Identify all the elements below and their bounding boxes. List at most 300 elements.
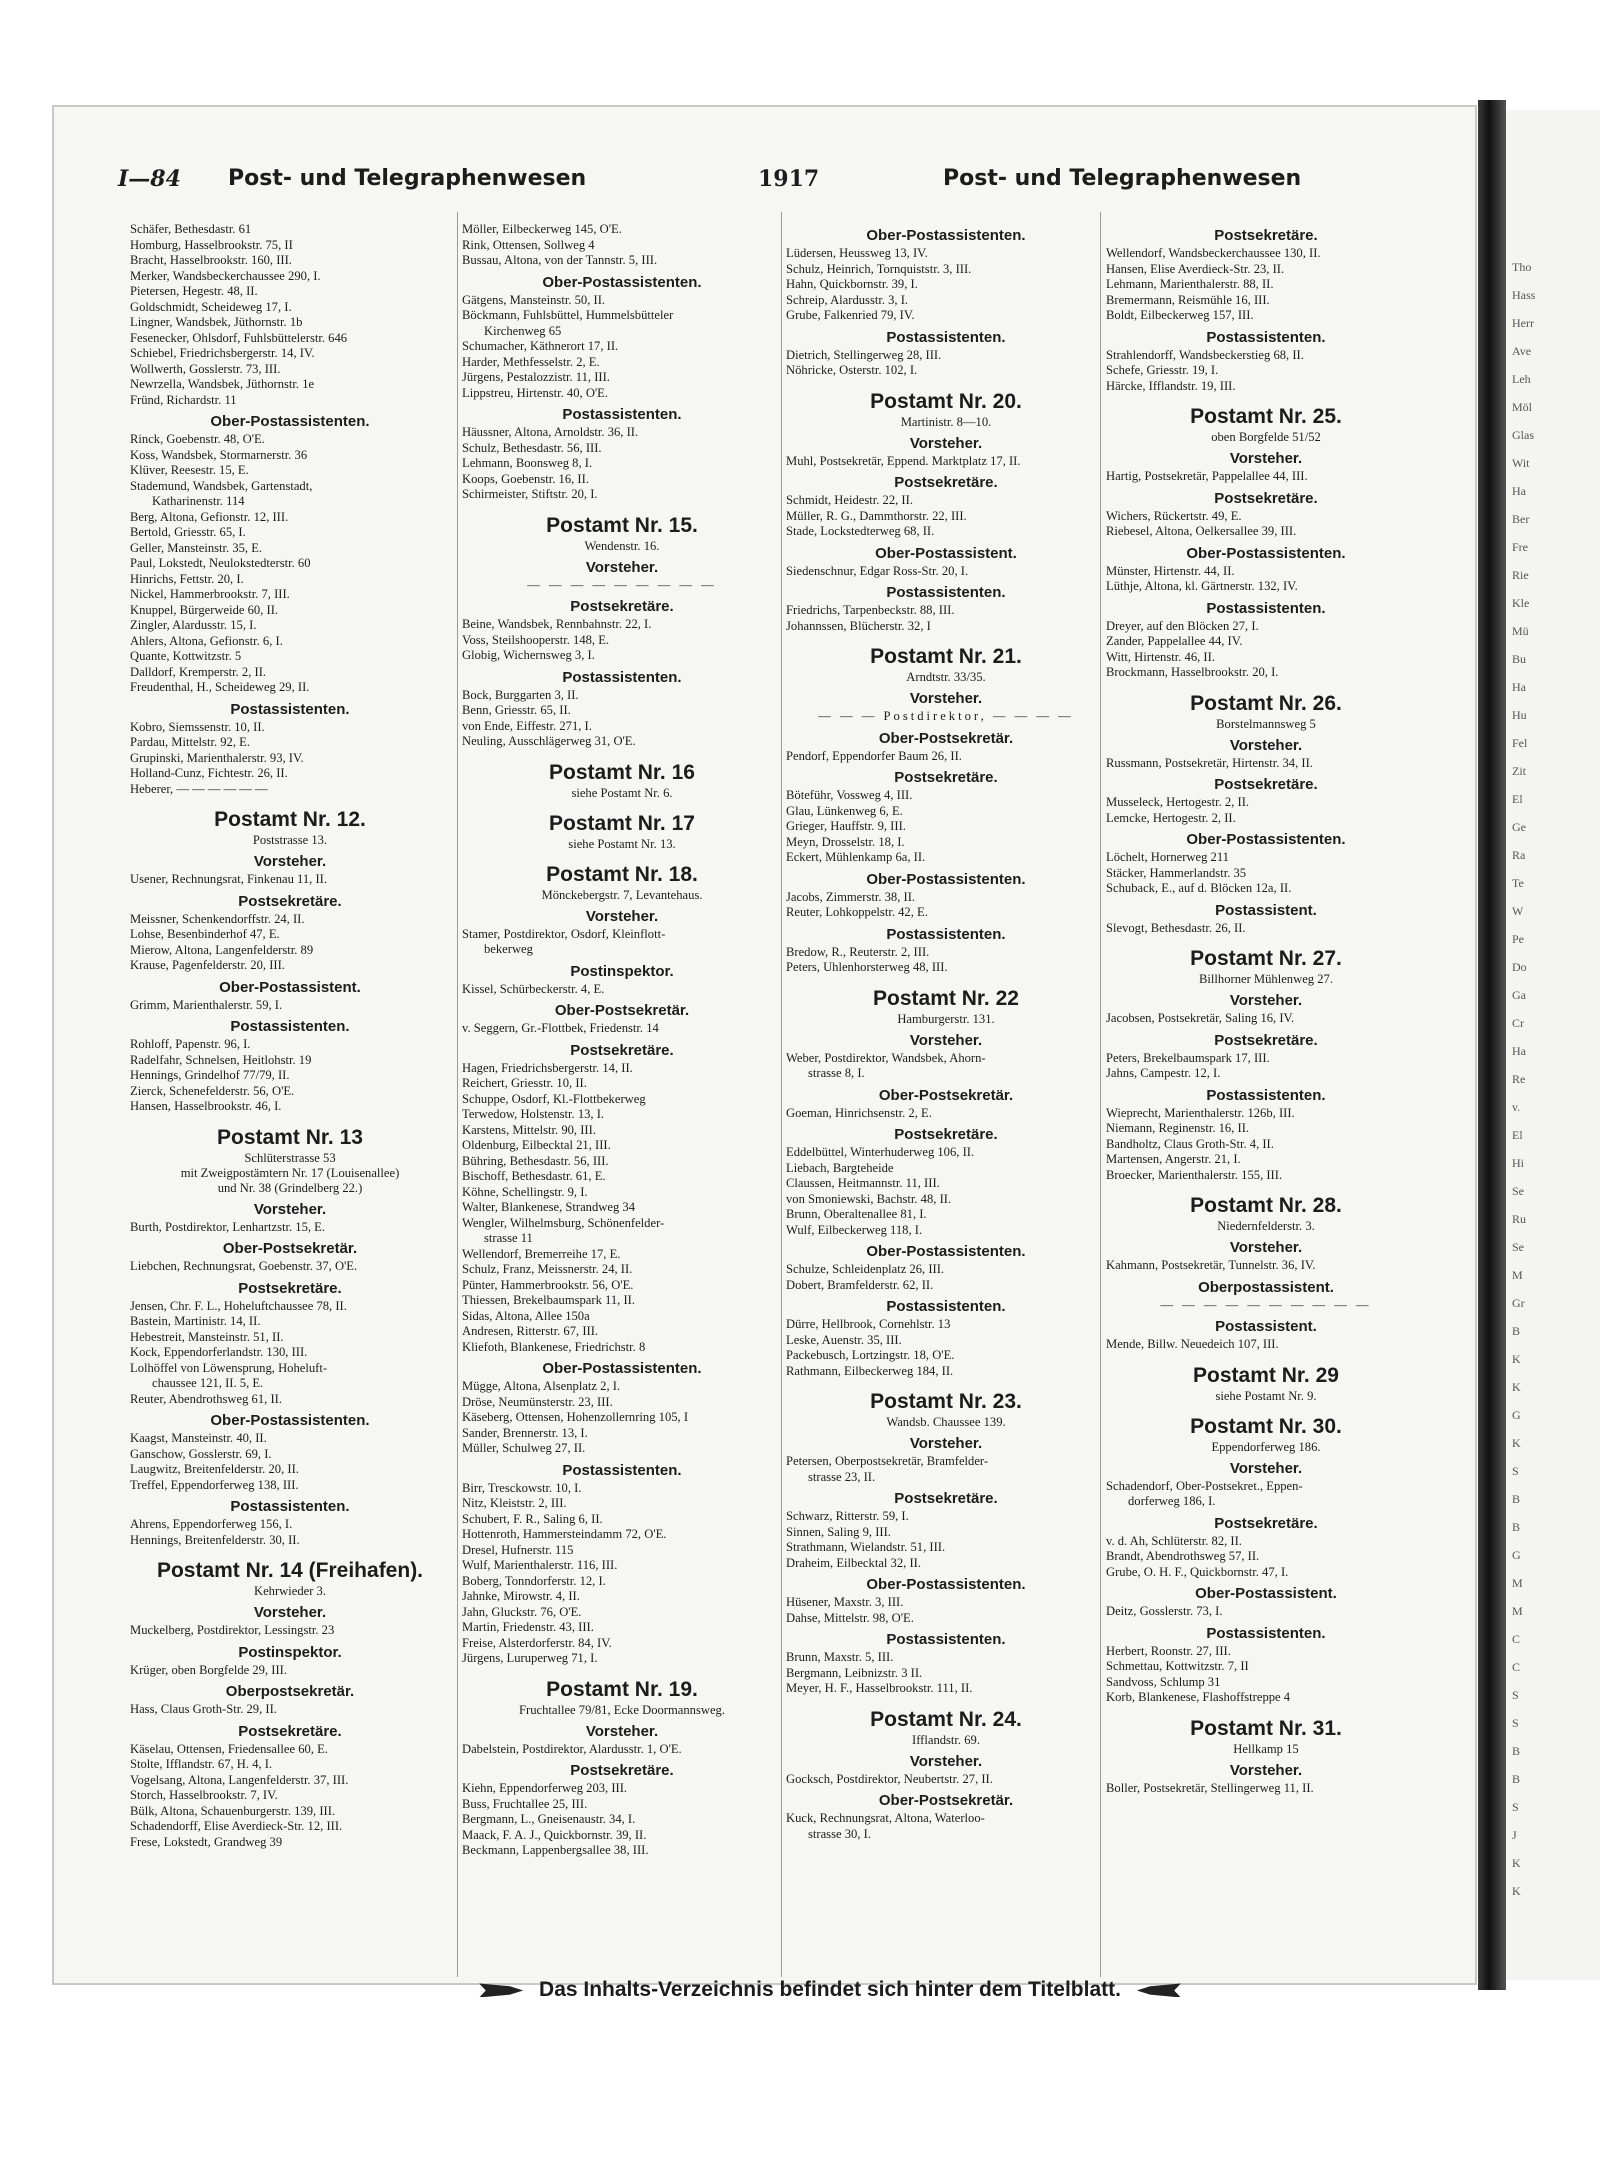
directory-entry: Bülk, Altona, Schauenburgerstr. 139, III. bbox=[130, 1803, 336, 1818]
directory-entry: Bastein, Martinistr. 14, II. bbox=[130, 1314, 261, 1328]
directory-entry: Wollwerth, Gosslerstr. 73, III. bbox=[130, 361, 281, 376]
section-heading: Postsekretäre. bbox=[1214, 1514, 1318, 1532]
adjacent-page-fragment: C bbox=[1512, 1660, 1521, 1674]
directory-entry-continuation: Katharinenstr. 114 bbox=[152, 494, 245, 508]
section-heading: Ober-Postassistent. bbox=[875, 544, 1017, 562]
directory-entry: Koops, Goebenstr. 16, II. bbox=[462, 471, 589, 486]
directory-entry: Quante, Kottwitzstr. 5 bbox=[130, 649, 242, 663]
directory-entry: Pardau, Mittelstr. 92, E. bbox=[130, 735, 250, 749]
directory-entry: Riebesel, Altona, Oelkersallee 39, III. bbox=[1106, 524, 1297, 538]
directory-entry: Pünter, Hammerbrookstr. 56, O'E. bbox=[462, 1277, 634, 1292]
adjacent-page-fragment: B bbox=[1512, 1492, 1521, 1506]
directory-entry: Glau, Lünkenweg 6, E. bbox=[786, 803, 903, 818]
directory-entry: Kock, Eppendorferlandstr. 130, III. bbox=[130, 1345, 308, 1359]
section-heading: Postassistenten. bbox=[1206, 328, 1326, 346]
directory-entry: Karstens, Mittelstr. 90, III. bbox=[462, 1122, 596, 1137]
post-office-heading: Postamt Nr. 29 bbox=[1193, 1363, 1339, 1387]
adjacent-page-fragment: Ha bbox=[1512, 1044, 1526, 1058]
directory-entry: Rohloff, Papenstr. 96, I. bbox=[130, 1037, 251, 1051]
directory-entry: Kissel, Schürbeckerstr. 4, E. bbox=[462, 981, 605, 996]
section-heading: Vorsteher. bbox=[1229, 992, 1303, 1009]
directory-entry: Stademund, Wandsbek, Gartenstadt, bbox=[130, 478, 313, 493]
post-office-heading: Postamt Nr. 15. bbox=[546, 513, 698, 537]
directory-entry: v. Seggern, Gr.-Flottbek, Friedenstr. 14 bbox=[462, 1021, 659, 1035]
section-heading: Vorsteher. bbox=[1229, 1239, 1303, 1256]
directory-entry: Zierck, Schenefelderstr. 56, O'E. bbox=[130, 1083, 295, 1098]
section-heading: Postassistent. bbox=[1215, 901, 1317, 919]
section-heading: Postsekretäre. bbox=[570, 1041, 674, 1059]
directory-entry: Buss, Fruchtallee 25, III. bbox=[462, 1796, 588, 1811]
directory-entry: Reuter, Lohkoppelstr. 42, E. bbox=[786, 905, 928, 919]
directory-entry: Slevogt, Bethesdastr. 26, II. bbox=[1106, 920, 1246, 935]
section-heading: Ober-Postsekretär. bbox=[878, 1086, 1014, 1104]
adjacent-page-fragment: Se bbox=[1512, 1240, 1524, 1254]
directory-entry: Grube, Falkenried 79, IV. bbox=[786, 308, 915, 322]
directory-entry: Hebestreit, Mansteinstr. 51, II. bbox=[130, 1329, 284, 1344]
directory-entry: Mierow, Altona, Langenfelderstr. 89 bbox=[130, 942, 314, 957]
section-heading: Postsekretäre. bbox=[894, 474, 998, 491]
directory-entry: Löchelt, Hornerweg 211 bbox=[1106, 850, 1229, 864]
directory-entry: Wellendorf, Wandsbeckerchaussee 130, II. bbox=[1106, 246, 1321, 260]
directory-entry: Friedrichs, Tarpenbeckstr. 88, III. bbox=[786, 603, 955, 617]
directory-entry: Dietrich, Stellingerweg 28, III. bbox=[786, 347, 942, 362]
post-office-address: Wendenstr. 16. bbox=[584, 538, 660, 553]
directory-entry: Hagen, Friedrichsbergerstr. 14, II. bbox=[462, 1060, 633, 1075]
directory-entry: Peters, Uhlenhorsterweg 48, III. bbox=[786, 960, 948, 974]
post-office-address: Wandsb. Chaussee 139. bbox=[886, 1415, 1006, 1429]
directory-entry: Schreip, Alardusstr. 3, I. bbox=[786, 292, 909, 307]
directory-entry: Bühring, Bethesdastr. 56, III. bbox=[462, 1153, 609, 1168]
adjacent-page-fragment: S bbox=[1512, 1716, 1519, 1730]
directory-entry: Lemcke, Hertogestr. 2, II. bbox=[1106, 810, 1236, 825]
directory-entry: Bergmann, Leibnizstr. 3 II. bbox=[786, 1665, 923, 1680]
directory-entry: Hottenroth, Hammersteindamm 72, O'E. bbox=[462, 1527, 667, 1541]
adjacent-page-fragment: Ber bbox=[1512, 512, 1530, 526]
directory-entry: Böckmann, Fuhlsbüttel, Hummelsbütteler bbox=[462, 308, 674, 322]
directory-entry: Claussen, Heitmannstr. 11, III. bbox=[786, 1176, 940, 1190]
post-office-address: Hamburgerstr. 131. bbox=[897, 1011, 995, 1026]
directory-entry: Maack, F. A. J., Quickbornstr. 39, II. bbox=[462, 1827, 647, 1842]
section-heading: Ober-Postassistenten. bbox=[1186, 544, 1346, 562]
adjacent-page-fragment: Pe bbox=[1512, 932, 1524, 946]
post-office-address: siehe Postamt Nr. 13. bbox=[568, 836, 676, 851]
directory-entry: Heberer, — — — — — — bbox=[130, 781, 268, 796]
directory-entry: Münster, Hirtenstr. 44, II. bbox=[1106, 563, 1235, 578]
adjacent-page-fragment: Herr bbox=[1512, 316, 1534, 330]
section-heading: Postassistenten. bbox=[230, 1018, 350, 1035]
adjacent-page-fragment: Ha bbox=[1512, 680, 1526, 694]
book-gutter bbox=[1478, 100, 1506, 1990]
directory-entry: Käselau, Ottensen, Friedensallee 60, E. bbox=[130, 1741, 328, 1756]
adjacent-page-fragment: Ga bbox=[1512, 988, 1526, 1002]
directory-entry: Böteführ, Vossweg 4, III. bbox=[786, 788, 913, 802]
directory-entry: Jahnke, Mirowstr. 4, II. bbox=[462, 1589, 580, 1603]
directory-entry: Mügge, Altona, Alsenplatz 2, I. bbox=[462, 1379, 621, 1393]
directory-entry: Beine, Wandsbek, Rennbahnstr. 22, I. bbox=[462, 617, 652, 631]
post-office-address: Arndtstr. 33/35. bbox=[906, 670, 986, 684]
directory-entry: Bremermann, Reismühle 16, III. bbox=[1106, 292, 1270, 307]
directory-entry: Jahns, Campestr. 12, I. bbox=[1106, 1066, 1221, 1080]
running-header bbox=[118, 166, 1458, 200]
adjacent-page-fragment: G bbox=[1512, 1548, 1521, 1562]
directory-entry: Rink, Ottensen, Sollweg 4 bbox=[462, 237, 595, 252]
directory-entry: Freise, Alsterdorferstr. 84, IV. bbox=[462, 1635, 612, 1650]
directory-entry: Pendorf, Eppendorfer Baum 26, II. bbox=[786, 748, 962, 763]
pointing-hand-right-icon bbox=[479, 1983, 523, 1997]
adjacent-page-fragment: Fre bbox=[1512, 540, 1528, 554]
directory-entry: Gätgens, Mansteinstr. 50, II. bbox=[462, 292, 606, 307]
directory-entry: Frese, Lokstedt, Grandweg 39 bbox=[130, 1834, 283, 1849]
post-office-heading: Postamt Nr. 19. bbox=[546, 1677, 698, 1701]
directory-entry: Härcke, Ifflandstr. 19, III. bbox=[1106, 378, 1236, 393]
column-rule bbox=[457, 212, 458, 1977]
directory-entry: Schirmeister, Stiftstr. 20, I. bbox=[462, 487, 598, 501]
section-heading: Ober-Postassistenten. bbox=[866, 1576, 1026, 1593]
directory-entry: Hennings, Breitenfelderstr. 30, II. bbox=[130, 1532, 300, 1547]
directory-entry: Liebchen, Rechnungsrat, Goebenstr. 37, O'E. bbox=[130, 1259, 358, 1273]
directory-entry: Leske, Auenstr. 35, III. bbox=[786, 1332, 902, 1347]
adjacent-page-fragment: M bbox=[1512, 1576, 1523, 1590]
directory-entry: Schefe, Griesstr. 19, I. bbox=[1106, 363, 1219, 377]
section-heading: Ober-Postassistenten. bbox=[210, 413, 370, 430]
directory-entry: Neuling, Ausschlägerweg 31, O'E. bbox=[462, 734, 636, 748]
vacant-placeholder: — — — Postdirektor, — — — — bbox=[818, 709, 1074, 723]
directory-entry: Nitz, Kleiststr. 2, III. bbox=[462, 1496, 567, 1510]
directory-entry: Burth, Postdirektor, Lenhartzstr. 15, E. bbox=[130, 1219, 326, 1234]
section-heading: Ober-Postassistenten. bbox=[866, 1243, 1026, 1260]
directory-entry: Käseberg, Ottensen, Hohenzollernring 105, I bbox=[462, 1410, 689, 1424]
adjacent-page-edge bbox=[1506, 110, 1600, 1980]
post-office-heading: Postamt Nr. 24. bbox=[870, 1707, 1022, 1731]
directory-entry: Wengler, Wilhelmsburg, Schönenfelder- bbox=[462, 1215, 665, 1230]
adjacent-page-fragment: Cr bbox=[1512, 1016, 1524, 1030]
directory-entry: Oldenburg, Eilbecktal 21, III. bbox=[462, 1138, 611, 1152]
directory-entry: Goeman, Hinrichsenstr. 2, E. bbox=[786, 1105, 932, 1120]
column-3 bbox=[786, 222, 1106, 1842]
adjacent-page-fragment: Ge bbox=[1512, 820, 1526, 834]
adjacent-page-fragment: C bbox=[1512, 1632, 1521, 1646]
section-heading: Ober-Postassistenten. bbox=[210, 1412, 370, 1429]
directory-entry: von Ende, Eiffestr. 271, I. bbox=[462, 718, 592, 733]
section-heading: Postassistenten. bbox=[886, 1631, 1006, 1648]
section-heading: Vorsteher. bbox=[909, 434, 983, 452]
footer-note bbox=[360, 1978, 1300, 2002]
section-heading: Ober-Postassistent. bbox=[219, 978, 361, 996]
adjacent-page-fragment: Gr bbox=[1512, 1296, 1525, 1310]
directory-entry: Usener, Rechnungsrat, Finkenau 11, II. bbox=[130, 872, 327, 886]
adjacent-page-fragment: Re bbox=[1512, 1072, 1526, 1086]
adjacent-page-fragment: S bbox=[1512, 1800, 1519, 1814]
adjacent-page-fragment: Hass bbox=[1512, 288, 1536, 302]
directory-entry: Petersen, Oberpostsekretär, Bramfelder- bbox=[786, 1454, 989, 1468]
directory-entry: Hansen, Hasselbrookstr. 46, I. bbox=[130, 1099, 282, 1113]
directory-entry: Herbert, Roonstr. 27, III. bbox=[1106, 1643, 1231, 1658]
directory-entry: Kobro, Siemssenstr. 10, II. bbox=[130, 719, 265, 734]
directory-entry: Kaagst, Mansteinstr. 40, II. bbox=[130, 1431, 267, 1445]
directory-entry: Siedenschnur, Edgar Ross-Str. 20, I. bbox=[786, 563, 969, 578]
directory-entry: Meyer, H. F., Hasselbrookstr. 111, II. bbox=[786, 1681, 973, 1695]
directory-entry: Bussau, Altona, von der Tannstr. 5, III. bbox=[462, 253, 658, 267]
adjacent-page-fragment: K bbox=[1512, 1352, 1521, 1366]
directory-entry: Ganschow, Gosslerstr. 69, I. bbox=[130, 1446, 272, 1461]
directory-entry: Paul, Lokstedt, Neulokstedterstr. 60 bbox=[130, 556, 311, 570]
section-heading: Vorsteher. bbox=[909, 1752, 983, 1770]
directory-entry: Rathmann, Eilbeckerweg 184, II. bbox=[786, 1363, 954, 1378]
directory-entry: Lehmann, Marienthalerstr. 88, II. bbox=[1106, 277, 1274, 291]
directory-entry: Grimm, Marienthalerstr. 59, I. bbox=[130, 997, 283, 1012]
section-heading: Postsekretäre. bbox=[1214, 1031, 1318, 1049]
page-number: I—84 bbox=[118, 166, 181, 192]
post-office-heading: Postamt Nr. 18. bbox=[546, 862, 698, 886]
adjacent-page-fragment: Ave bbox=[1512, 344, 1532, 358]
directory-entry: Wieprecht, Marienthalerstr. 126b, III. bbox=[1106, 1105, 1295, 1120]
section-heading: Ober-Postassistent. bbox=[1195, 1585, 1337, 1602]
post-office-address: Niedernfelderstr. 3. bbox=[1217, 1219, 1315, 1233]
adjacent-page-fragment: Rie bbox=[1512, 568, 1529, 582]
directory-entry-continuation: dorferweg 186, I. bbox=[1128, 1494, 1216, 1508]
section-heading: Postassistenten. bbox=[562, 1461, 682, 1479]
directory-entry: Sinnen, Saling 9, III. bbox=[786, 1524, 891, 1539]
directory-entry: Lehmann, Boonsweg 8, I. bbox=[462, 456, 593, 470]
directory-entry: Weber, Postdirektor, Wandsbek, Ahorn- bbox=[786, 1050, 986, 1065]
directory-entry: Bredow, R., Reuterstr. 2, III. bbox=[786, 944, 930, 959]
directory-entry: Dreyer, auf den Blöcken 27, I. bbox=[1106, 618, 1259, 633]
directory-entry: Thiessen, Brekelbaumspark 11, II. bbox=[462, 1293, 635, 1307]
directory-entry: Newrzella, Wandsbek, Jüthornstr. 1e bbox=[130, 377, 315, 391]
post-office-address: Poststrasse 13. bbox=[252, 833, 328, 847]
directory-entry: Geller, Mansteinstr. 35, E. bbox=[130, 540, 263, 555]
directory-entry: Stade, Lockstedterweg 68, II. bbox=[786, 524, 935, 538]
post-office-heading: Postamt Nr. 26. bbox=[1190, 691, 1342, 715]
adjacent-page-fragment: Wit bbox=[1512, 456, 1530, 470]
directory-entry: Bandholtz, Claus Groth-Str. 4, II. bbox=[1106, 1136, 1274, 1151]
directory-entry: Köhne, Schellingstr. 9, I. bbox=[462, 1184, 588, 1199]
post-office-heading: Postamt Nr. 31. bbox=[1190, 1716, 1342, 1740]
section-heading: Vorsteher. bbox=[1229, 1459, 1303, 1477]
adjacent-page-fragment: Do bbox=[1512, 960, 1527, 974]
adjacent-page-fragment: B bbox=[1512, 1324, 1521, 1338]
directory-entry-continuation: strasse 11 bbox=[484, 1231, 533, 1245]
section-heading: Postsekretäre. bbox=[1214, 489, 1318, 507]
directory-entry: Storch, Hasselbrookstr. 7, IV. bbox=[130, 1788, 278, 1802]
post-office-address: Hellkamp 15 bbox=[1233, 1741, 1299, 1756]
directory-entry: Brandt, Abendrothsweg 57, II. bbox=[1106, 1549, 1260, 1563]
directory-entry: Vogelsang, Altona, Langenfelderstr. 37, III. bbox=[130, 1772, 349, 1787]
adjacent-page-fragment: W bbox=[1512, 904, 1524, 918]
directory-entry: Zander, Pappelallee 44, IV. bbox=[1106, 634, 1243, 648]
directory-entry: Sidas, Altona, Allee 150a bbox=[462, 1308, 590, 1323]
adjacent-page-fragment: B bbox=[1512, 1744, 1521, 1758]
directory-entry: Deitz, Gosslerstr. 73, I. bbox=[1106, 1604, 1223, 1618]
directory-entry: von Smoniewski, Bachstr. 48, II. bbox=[786, 1191, 952, 1206]
section-heading: Postassistenten. bbox=[1206, 599, 1326, 617]
directory-entry: Witt, Hirtenstr. 46, II. bbox=[1106, 649, 1215, 664]
directory-entry: Brunn, Maxstr. 5, III. bbox=[786, 1650, 894, 1664]
directory-entry: Meyn, Drosselstr. 18, I. bbox=[786, 834, 905, 849]
directory-entry: Russmann, Postsekretär, Hirtenstr. 34, II. bbox=[1106, 755, 1313, 770]
directory-entry: Sander, Brennerstr. 13, I. bbox=[462, 1425, 588, 1440]
section-heading: Postassistenten. bbox=[1206, 1624, 1326, 1642]
directory-entry: Müller, Schulweg 27, II. bbox=[462, 1441, 586, 1455]
directory-entry: Lippstreu, Hirtenstr. 40, O'E. bbox=[462, 385, 609, 400]
post-office-address: Billhorner Mühlenweg 27. bbox=[1199, 972, 1333, 986]
section-heading: Postinspektor. bbox=[238, 1643, 342, 1661]
directory-entry: Wichers, Rückertstr. 49, E. bbox=[1106, 508, 1242, 523]
post-office-address: Martinistr. 8—10. bbox=[900, 414, 992, 429]
directory-entry: Martin, Friedenstr. 43, III. bbox=[462, 1620, 594, 1634]
directory-entry: Schäfer, Bethesdastr. 61 bbox=[130, 222, 252, 236]
post-office-heading: Postamt Nr. 12. bbox=[214, 808, 366, 831]
adjacent-page-fragment: Glas bbox=[1512, 428, 1534, 442]
directory-entry: Liebach, Bargteheide bbox=[786, 1160, 894, 1175]
section-heading: Ober-Postassistenten. bbox=[866, 870, 1026, 888]
adjacent-page-fragment: Hu bbox=[1512, 708, 1527, 722]
directory-entry: Lüdersen, Heussweg 13, IV. bbox=[786, 246, 928, 260]
directory-entry-continuation: Kirchenweg 65 bbox=[484, 323, 562, 338]
directory-entry: Jürgens, Pestalozzistr. 11, III. bbox=[462, 370, 610, 384]
post-office-address: mit Zweigpostämtern Nr. 17 (Louisenallee) bbox=[180, 1165, 400, 1180]
section-heading: Vorsteher. bbox=[585, 907, 659, 925]
adjacent-page-fragment: Tho bbox=[1512, 260, 1532, 274]
directory-entry: Schmettau, Kottwitzstr. 7, II bbox=[1106, 1659, 1249, 1673]
directory-entry: Boberg, Tonndorferstr. 12, I. bbox=[462, 1573, 606, 1588]
directory-entry: Boller, Postsekretär, Stellingerweg 11, II. bbox=[1106, 1780, 1314, 1795]
directory-entry: Lüthje, Altona, kl. Gärtnerstr. 132, IV. bbox=[1106, 579, 1298, 593]
post-office-address: Ifflandstr. 69. bbox=[912, 1732, 980, 1747]
section-heading: Ober-Postassistenten. bbox=[1186, 831, 1346, 848]
directory-entry: Koss, Wandsbek, Stormarnerstr. 36 bbox=[130, 447, 308, 462]
section-heading: Postsekretäre. bbox=[894, 769, 998, 786]
directory-entry: Jacobsen, Postsekretär, Saling 16, IV. bbox=[1106, 1011, 1295, 1025]
directory-entry: Packebusch, Lortzingstr. 18, O'E. bbox=[786, 1348, 955, 1362]
directory-entry: Fesenecker, Ohlsdorf, Fuhlsbüttelerstr. 646 bbox=[130, 330, 348, 345]
directory-entry: Dobert, Bramfelderstr. 62, II. bbox=[786, 1277, 934, 1292]
directory-entry: Müller, R. G., Dammthorstr. 22, III. bbox=[786, 508, 967, 523]
directory-entry: Hüsener, Maxstr. 3, III. bbox=[786, 1595, 904, 1609]
directory-entry: Broecker, Marienthalerstr. 155, III. bbox=[1106, 1167, 1283, 1182]
directory-entry: Schulz, Heinrich, Tornquiststr. 3, III. bbox=[786, 261, 972, 276]
directory-entry: Hartig, Postsekretär, Pappelallee 44, III. bbox=[1106, 469, 1308, 483]
adjacent-page-fragment: Leh bbox=[1512, 372, 1531, 386]
adjacent-page-fragment: Möl bbox=[1512, 400, 1533, 414]
section-heading: Vorsteher. bbox=[585, 1722, 659, 1740]
section-heading: Postsekretäre. bbox=[570, 1762, 674, 1779]
directory-entry: Merker, Wandsbeckerchaussee 290, I. bbox=[130, 268, 321, 283]
adjacent-page-fragment: Te bbox=[1512, 876, 1524, 890]
adjacent-page-fragment: El bbox=[1512, 1128, 1523, 1142]
directory-entry: Laugwitz, Breitenfelderstr. 20, II. bbox=[130, 1462, 299, 1476]
directory-entry: Sandvoss, Schlump 31 bbox=[1106, 1674, 1221, 1689]
pointing-hand-left-icon bbox=[1137, 1983, 1181, 1997]
section-heading: Postassistenten. bbox=[230, 1498, 350, 1515]
directory-entry: Dürre, Hellbrook, Cornehlstr. 13 bbox=[786, 1317, 951, 1331]
section-heading: Postassistenten. bbox=[230, 700, 350, 718]
directory-entry-continuation: chaussee 121, II. 5, E. bbox=[152, 1376, 264, 1390]
directory-entry: Ahrens, Eppendorferweg 156, I. bbox=[130, 1517, 293, 1531]
post-office-heading: Postamt Nr. 14 (Freihafen). bbox=[156, 1559, 424, 1582]
directory-entry: Benn, Griesstr. 65, II. bbox=[462, 703, 571, 717]
directory-entry: Jensen, Chr. F. L., Hoheluftchaussee 78, II. bbox=[130, 1298, 347, 1313]
adjacent-page-fragment: J bbox=[1512, 1828, 1517, 1842]
adjacent-page-fragment: Kle bbox=[1512, 596, 1530, 610]
directory-entry: Stolte, Ifflandstr. 67, H. 4, I. bbox=[130, 1757, 273, 1771]
directory-entry: Krüger, oben Borgfelde 29, III. bbox=[130, 1662, 287, 1677]
directory-entry: Mende, Billw. Neuedeich 107, III. bbox=[1106, 1337, 1279, 1351]
directory-entry: Schumacher, Käthnerort 17, II. bbox=[462, 339, 619, 353]
directory-entry: Hansen, Elise Averdieck-Str. 23, II. bbox=[1106, 261, 1285, 276]
section-heading: Postsekretäre. bbox=[238, 1279, 342, 1297]
directory-entry: Goldschmidt, Scheideweg 17, I. bbox=[130, 299, 292, 314]
post-office-heading: Postamt Nr. 30. bbox=[1190, 1414, 1342, 1438]
directory-entry: Zingler, Alardusstr. 15, I. bbox=[130, 618, 257, 632]
directory-entry: Harder, Methfesselstr. 2, E. bbox=[462, 354, 600, 369]
directory-entry: Brockmann, Hasselbrookstr. 20, I. bbox=[1106, 665, 1279, 679]
section-heading: Vorsteher. bbox=[253, 1200, 327, 1218]
directory-entry: Schwarz, Ritterstr. 59, I. bbox=[786, 1509, 909, 1523]
directory-entry: Eckert, Mühlenkamp 6a, II. bbox=[786, 850, 926, 864]
directory-entry: Berg, Altona, Gefionstr. 12, III. bbox=[130, 509, 289, 524]
directory-entry: Bischoff, Bethesdastr. 61, E. bbox=[462, 1169, 606, 1183]
directory-entry: Birr, Tresckowstr. 10, I. bbox=[462, 1480, 582, 1495]
post-office-address: Schlüterstrasse 53 bbox=[244, 1150, 336, 1165]
directory-entry: Martensen, Angerstr. 21, I. bbox=[1106, 1152, 1241, 1166]
directory-entry: Stäcker, Hammerlandstr. 35 bbox=[1106, 865, 1247, 880]
directory-entry: Kuck, Rechnungsrat, Altona, Waterloo- bbox=[786, 1811, 985, 1825]
post-office-address: Eppendorferweg 186. bbox=[1211, 1439, 1321, 1454]
post-office-heading: Postamt Nr. 20. bbox=[870, 389, 1022, 413]
directory-entry: Pietersen, Hegestr. 48, II. bbox=[130, 284, 258, 298]
post-office-address: Fruchtallee 79/81, Ecke Doormannsweg. bbox=[519, 1702, 725, 1717]
post-office-heading: Postamt Nr. 13 bbox=[217, 1125, 363, 1149]
directory-entry: Freudenthal, H., Scheideweg 29, II. bbox=[130, 680, 310, 694]
directory-entry-continuation: strasse 23, II. bbox=[808, 1469, 876, 1484]
directory-entry: Schiebel, Friedrichsbergerstr. 14, IV. bbox=[130, 346, 315, 360]
directory-entry: Hass, Claus Groth-Str. 29, II. bbox=[130, 1702, 277, 1716]
directory-entry: Schuback, E., auf d. Blöcken 12a, II. bbox=[1106, 881, 1292, 895]
directory-entry: Kiehn, Eppendorferweg 203, III. bbox=[462, 1781, 628, 1795]
header-title-left: Post- und Telegraphenwesen bbox=[228, 166, 587, 191]
section-heading: Vorsteher. bbox=[253, 853, 327, 870]
adjacent-page-fragment: K bbox=[1512, 1884, 1521, 1898]
footer-text: Das Inhalts-Verzeichnis befindet sich hinter dem Titelblatt. bbox=[539, 1978, 1121, 2001]
post-office-heading: Postamt Nr. 27. bbox=[1190, 947, 1342, 970]
adjacent-page-fragment: B bbox=[1512, 1772, 1521, 1786]
directory-entry: Grieger, Hauffstr. 9, III. bbox=[786, 819, 906, 833]
adjacent-page-fragment: M bbox=[1512, 1604, 1523, 1618]
directory-entry: Eddelbüttel, Winterhuderweg 106, II. bbox=[786, 1145, 975, 1159]
directory-entry: Voss, Steilshooperstr. 148, E. bbox=[462, 632, 610, 647]
directory-entry: Andresen, Ritterstr. 67, III. bbox=[462, 1324, 599, 1338]
directory-entry: Dahse, Mittelstr. 98, O'E. bbox=[786, 1610, 914, 1625]
directory-entry: Hennings, Grindelhof 77/79, II. bbox=[130, 1068, 290, 1082]
directory-entry: Gocksch, Postdirektor, Neubertstr. 27, II. bbox=[786, 1771, 993, 1786]
directory-entry: Kliefoth, Blankenese, Friedrichstr. 8 bbox=[462, 1339, 646, 1354]
directory-entry: Beckmann, Lappenbergsallee 38, III. bbox=[462, 1843, 649, 1857]
section-heading: Postsekretäre. bbox=[238, 1722, 342, 1740]
adjacent-page-fragment: K bbox=[1512, 1436, 1521, 1450]
adjacent-page-fragment: Ha bbox=[1512, 484, 1526, 498]
post-office-address: Mönckebergstr. 7, Levantehaus. bbox=[541, 887, 703, 902]
directory-entry: Terwedow, Holstenstr. 13, I. bbox=[462, 1107, 605, 1121]
post-office-heading: Postamt Nr. 17 bbox=[549, 811, 695, 835]
post-office-address: siehe Postamt Nr. 6. bbox=[571, 785, 673, 800]
directory-entry: Wulf, Marienthalerstr. 116, III. bbox=[462, 1558, 618, 1572]
post-office-address: siehe Postamt Nr. 9. bbox=[1215, 1388, 1317, 1403]
directory-entry: Schadendorf, Ober-Postsekret., Eppen- bbox=[1106, 1478, 1303, 1493]
section-heading: Vorsteher. bbox=[1229, 450, 1303, 467]
directory-entry: Treffel, Eppendorferweg 138, III. bbox=[130, 1477, 299, 1492]
directory-entry: Johannssen, Blücherstr. 32, I bbox=[786, 618, 931, 633]
